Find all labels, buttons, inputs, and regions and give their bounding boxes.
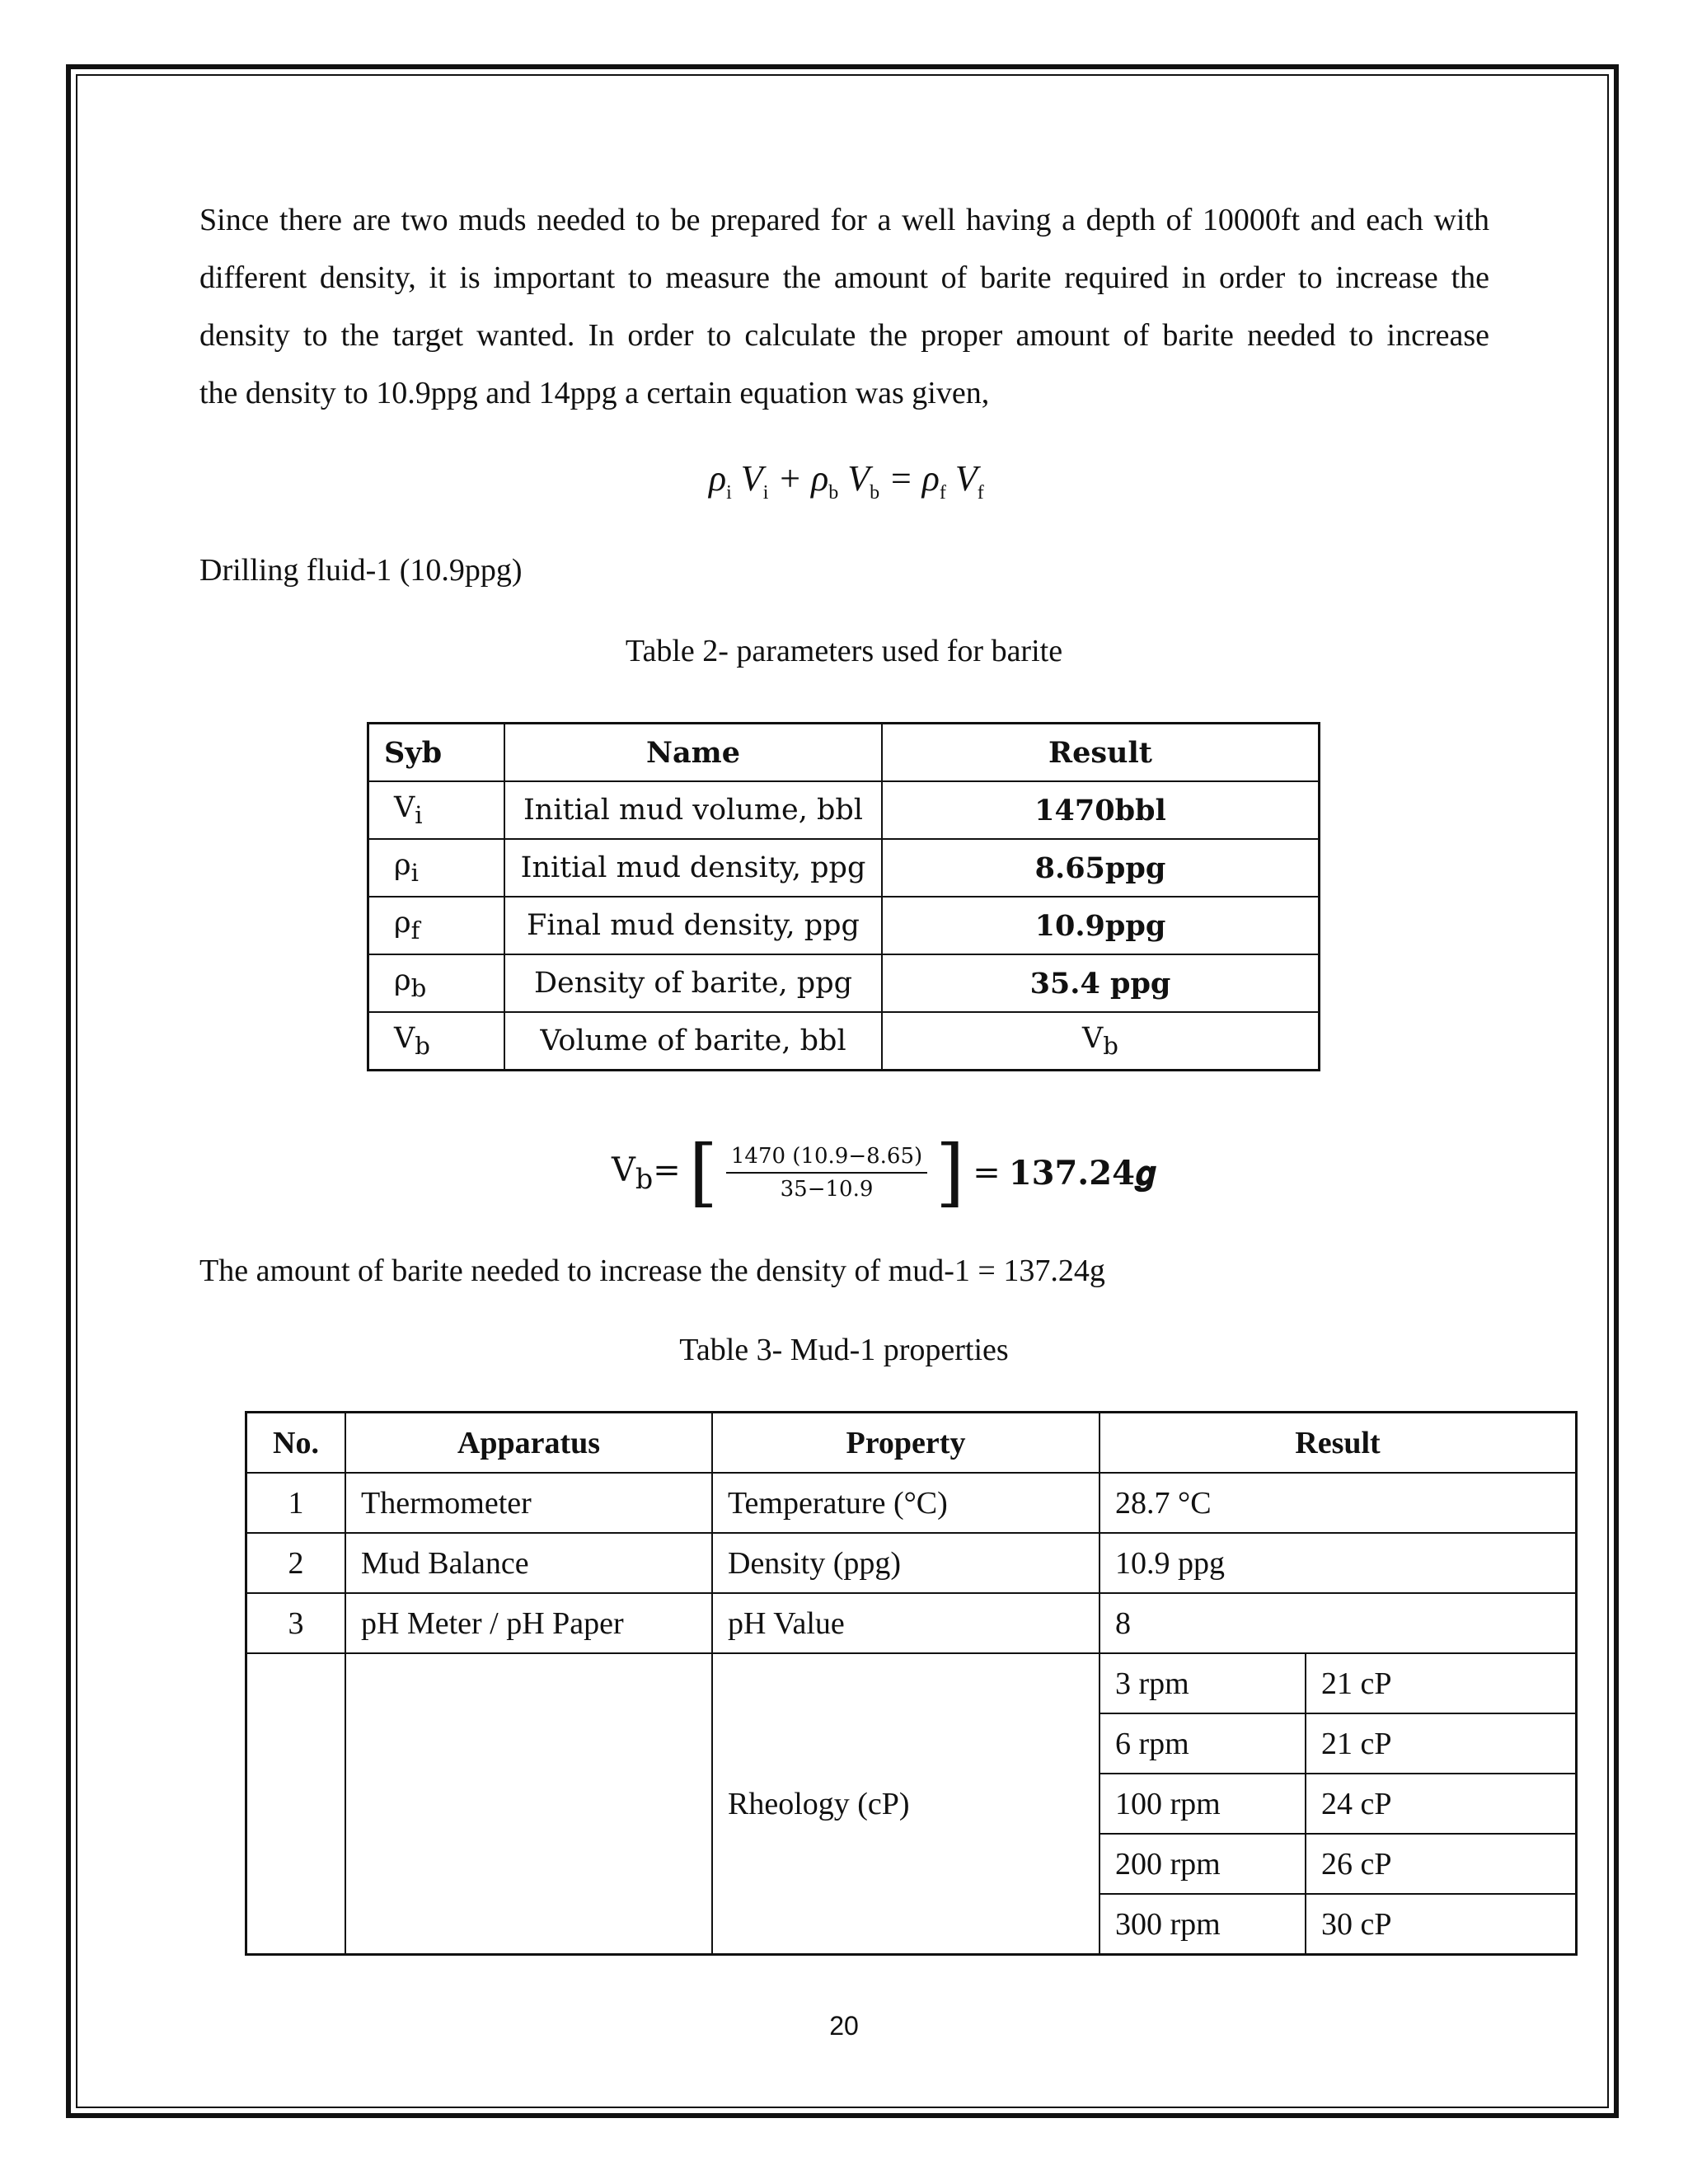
rpm-cell: 3 rpm <box>1100 1653 1306 1713</box>
result-cell: 35.4 ppg <box>882 954 1320 1012</box>
viscosity-cell: 26 cP <box>1306 1834 1577 1894</box>
mud-properties-table <box>245 1411 1578 1956</box>
rpm-cell: 100 rpm <box>1100 1774 1306 1834</box>
equation-equals: = <box>973 1154 1001 1192</box>
intro-paragraph <box>199 191 1489 422</box>
table-row <box>246 1593 1577 1653</box>
drilling-fluid-heading: Drilling fluid-1 (10.9ppg) <box>199 553 523 588</box>
column-header-symbol: Syb <box>368 724 505 782</box>
intro-line-4: the density to 10.9ppg and 14ppg a certain equation was given, <box>199 376 990 410</box>
bracket-close: ] <box>935 1129 965 1216</box>
rpm-cell: 6 rpm <box>1100 1713 1306 1774</box>
column-header-apparatus: Apparatus <box>345 1413 712 1474</box>
symbol-cell: $V_b$ <box>368 1012 505 1071</box>
equation-result: 137.24𝒈 <box>1008 1153 1156 1193</box>
barite-parameters-table <box>367 722 1320 1071</box>
rpm-cell: 200 rpm <box>1100 1834 1306 1894</box>
result-cell: 28.7 °C <box>1100 1473 1577 1533</box>
table-row <box>246 1473 1577 1533</box>
column-header-no: No. <box>246 1413 346 1474</box>
result-cell: 10.9ppg <box>882 897 1320 954</box>
table-row <box>246 1533 1577 1593</box>
barite-volume-equation <box>612 1129 1156 1216</box>
property-cell: Density (ppg) <box>712 1533 1100 1593</box>
table-row <box>368 897 1320 954</box>
rheology-property-cell: Rheology (cP) <box>712 1653 1100 1955</box>
property-cell: pH Value <box>712 1593 1100 1653</box>
apparatus-cell: Thermometer <box>345 1473 712 1533</box>
column-header-name: Name <box>504 724 882 782</box>
table-row <box>368 954 1320 1012</box>
column-header-result: Result <box>882 724 1320 782</box>
fraction-denominator: 35−10.9 <box>780 1177 874 1202</box>
symbol-cell: $\rho_f$ <box>368 897 505 954</box>
equation-fraction <box>726 1144 927 1202</box>
name-cell: Density of barite, ppg <box>504 954 882 1012</box>
name-cell: Final mud density, ppg <box>504 897 882 954</box>
name-cell: Volume of barite, bbl <box>504 1012 882 1071</box>
table3-caption: Table 3- Mud-1 properties <box>679 1333 1009 1367</box>
barite-result-statement: The amount of barite needed to increase the density of mud-1 = 137.24g <box>199 1254 1105 1288</box>
no-cell: 1 <box>246 1473 346 1533</box>
result-cell: 10.9 ppg <box>1100 1533 1577 1593</box>
symbol-cell: $\rho_i$ <box>368 839 505 897</box>
equation-lhs: $V_b=$ <box>612 1151 681 1195</box>
table-row <box>368 1012 1320 1071</box>
result-cell: 8.65ppg <box>882 839 1320 897</box>
page-number: 20 <box>829 2011 859 2041</box>
result-cell: 8 <box>1100 1593 1577 1653</box>
apparatus-cell: Mud Balance <box>345 1533 712 1593</box>
viscosity-cell: 24 cP <box>1306 1774 1577 1834</box>
name-cell: Initial mud density, ppg <box>504 839 882 897</box>
apparatus-cell: pH Meter / pH Paper <box>345 1593 712 1653</box>
intro-line-3: density to the target wanted. In order to calculate the proper amount of barite needed to increase <box>199 318 1489 353</box>
bracket-open: [ <box>688 1129 718 1216</box>
column-header-result: Result <box>1100 1413 1577 1474</box>
property-cell: Temperature (°C) <box>712 1473 1100 1533</box>
table-row <box>368 781 1320 839</box>
viscosity-cell: 21 cP <box>1306 1713 1577 1774</box>
result-cell: 1470bbl <box>882 781 1320 839</box>
viscosity-cell: 30 cP <box>1306 1894 1577 1955</box>
rpm-cell: 300 rpm <box>1100 1894 1306 1955</box>
table2-caption: Table 2- parameters used for barite <box>625 634 1063 668</box>
intro-line-2: different density, it is important to measure the amount of barite required in order to increase the <box>199 260 1489 295</box>
no-cell-empty <box>246 1653 346 1955</box>
rheology-row <box>246 1653 1577 1713</box>
symbol-cell: $V_i$ <box>368 781 505 839</box>
no-cell: 3 <box>246 1593 346 1653</box>
symbol-cell: $\rho_b$ <box>368 954 505 1012</box>
apparatus-cell-empty <box>345 1653 712 1955</box>
mass-balance-equation: $\rho_i$ $V_i + \rho_b$ $V_b = \rho_f$ $V_f$ <box>709 458 984 504</box>
column-header-property: Property <box>712 1413 1100 1474</box>
name-cell: Initial mud volume, bbl <box>504 781 882 839</box>
fraction-numerator: 1470 (10.9−8.65) <box>726 1144 927 1174</box>
no-cell: 2 <box>246 1533 346 1593</box>
table-row <box>368 839 1320 897</box>
table-header-row <box>368 724 1320 782</box>
table-header-row <box>246 1413 1577 1474</box>
result-cell: $V_b$ <box>882 1012 1320 1071</box>
intro-line-1: Since there are two muds needed to be prepared for a well having a depth of 10000ft and each with <box>199 203 1489 237</box>
viscosity-cell: 21 cP <box>1306 1653 1577 1713</box>
